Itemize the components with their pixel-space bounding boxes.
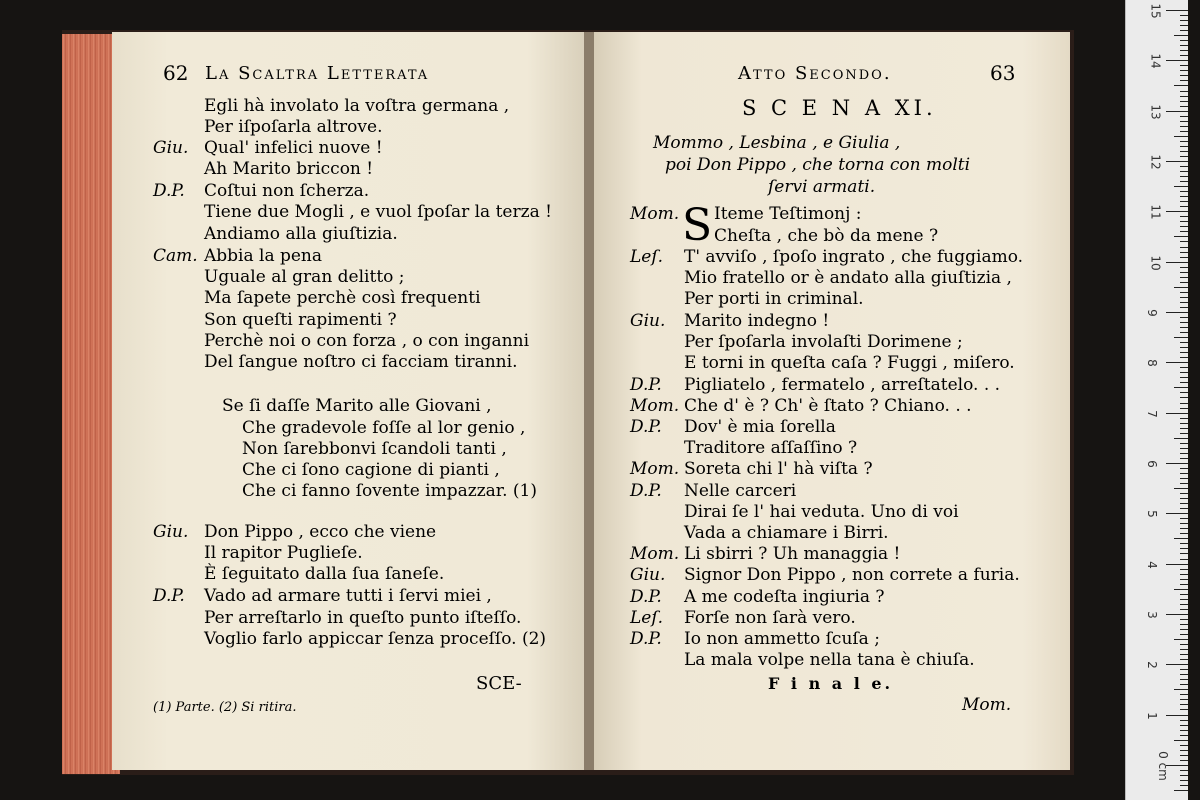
ruler-tick [1180,498,1188,499]
ruler-tick [1180,704,1188,705]
ruler-label: 6 [1144,460,1159,468]
ruler-label: 1 [1144,711,1159,720]
ruler-tick [1180,634,1188,635]
aria-line: Che ci fanno ſovente impazzar. (1) [242,481,537,501]
ruler-tick [1180,106,1188,107]
aria-line: Che gradevole foſſe al lor genio , [242,418,526,438]
verse-line: Per iſpoſarla altrove. [204,117,383,137]
ruler-tick [1180,241,1188,242]
ruler-tick [1180,282,1188,283]
ruler-tick [1180,392,1188,393]
ruler-tick [1166,211,1188,212]
ruler-tick [1180,443,1188,444]
ruler-tick [1180,654,1188,655]
verse-line: Iteme Teſtimonj : [714,204,862,224]
ruler-tick [1166,60,1188,61]
ruler-tick [1180,508,1188,509]
ruler-tick [1180,397,1188,398]
ruler-tick [1180,468,1188,469]
ruler-tick [1180,785,1188,786]
ruler-tick [1180,574,1188,575]
ruler-tick [1174,186,1188,187]
ruler-tick [1180,543,1188,544]
ruler-tick [1180,428,1188,429]
speaker-label: Giu. [630,565,666,585]
ruler-tick [1166,362,1188,363]
scene-title: S C E N A XI. [742,96,937,120]
ruler-tick [1180,604,1188,605]
ruler-tick [1180,317,1188,318]
ruler-tick [1180,171,1188,172]
left-page-number: 62 [163,61,189,85]
ruler-tick [1180,699,1188,700]
right-running-title: Atto Secondo. [738,63,892,84]
ruler-tick [1180,503,1188,504]
ruler-tick [1180,201,1188,202]
verse-line: Don Pippo , ecco che viene [204,522,437,542]
ruler-tick [1180,730,1188,731]
ruler-label: 9 [1144,309,1159,317]
ruler-tick [1180,55,1188,56]
verse-line: Voglio farlo appiccar ſenza proceſſo. (2) [204,629,547,649]
ruler-tick [1180,453,1188,454]
ruler-tick [1180,458,1188,459]
verse-line: Ma ſapete perchè così frequenti [204,288,481,308]
ruler-tick [1180,302,1188,303]
speaker-label: Cam. [153,246,198,266]
verse-line: Il rapitor Puglieſe. [204,543,363,563]
ruler-tick [1166,715,1188,716]
ruler-tick [1174,538,1188,539]
aria-line: Non ſarebbonvi ſcandoli tanti , [242,439,507,459]
ruler-tick [1174,236,1188,237]
ruler-tick [1180,750,1188,751]
left-running-title: La Scaltra Letterata [205,63,430,84]
verse-line: Perchè noi o con forza , o con inganni [204,331,530,351]
ruler-tick [1180,609,1188,610]
ruler-tick [1180,292,1188,293]
ruler-tick [1180,322,1188,323]
ruler-tick [1180,297,1188,298]
ruler-tick [1180,684,1188,685]
ruler-tick [1166,10,1188,11]
ruler-tick [1180,473,1188,474]
ruler-tick [1180,679,1188,680]
speaker-label: Mom. [630,544,680,564]
ruler-tick [1180,221,1188,222]
ruler-tick [1174,689,1188,690]
ruler-tick [1166,111,1188,112]
ruler-tick [1180,352,1188,353]
ruler-tick [1180,619,1188,620]
ruler-label: 5 [1144,510,1159,519]
ruler-tick [1174,488,1188,489]
left-footnote: (1) Parte. (2) Si ritira. [153,700,297,715]
ruler-tick [1180,735,1188,736]
ruler-tick [1180,483,1188,484]
ruler-tick [1180,181,1188,182]
ruler-tick [1180,408,1188,409]
ruler-tick [1166,262,1188,263]
speaker-label: Mom. [630,204,680,224]
speaker-label: D.P. [630,587,662,607]
ruler-tick [1174,639,1188,640]
verse-line: Signor Don Pippo , non correte a furia. [684,565,1020,585]
ruler-tick [1180,332,1188,333]
ruler-tick [1180,780,1188,781]
ruler-tick [1180,327,1188,328]
verse-line: Li sbirri ? Uh managgia ! [684,544,901,564]
ruler-tick [1180,493,1188,494]
cast-line-2: poi Don Pippo , che torna con molti [665,155,971,175]
drop-cap: S [682,200,713,251]
verse-line: La mala volpe nella tana è chiuſa. [684,650,975,670]
ruler-tick [1180,231,1188,232]
ruler-tick [1180,40,1188,41]
ruler-tick [1180,418,1188,419]
ruler-tick [1180,101,1188,102]
ruler-tick [1180,166,1188,167]
ruler-tick [1180,433,1188,434]
verse-line: Del ſangue noſtro ci facciam tiranni. [204,352,518,372]
verse-line: Tiene due Mogli , e vuol ſpoſar la terza ! [204,202,552,222]
ruler-tick [1180,156,1188,157]
ruler-tick [1180,131,1188,132]
ruler-tick [1180,629,1188,630]
ruler-tick [1180,548,1188,549]
ruler-tick [1180,659,1188,660]
ruler-tick [1174,438,1188,439]
ruler-tick [1180,423,1188,424]
ruler-tick [1180,669,1188,670]
ruler-tick [1174,740,1188,741]
ruler-tick [1180,745,1188,746]
ruler-tick [1180,70,1188,71]
ruler-label: 14 [1148,53,1163,69]
ruler-tick [1180,569,1188,570]
verse-line: Che d' è ? Ch' è ſtato ? Chiano. . . [684,396,972,416]
ruler-tick [1174,85,1188,86]
speaker-label: D.P. [630,629,662,649]
verse-line: Forſe non ſarà vero. [684,608,856,628]
ruler-tick [1180,709,1188,710]
verse-line: Per arreſtarlo in queſto punto iſteſſo. [204,608,522,628]
ruler-tick [1180,674,1188,675]
ruler-tick [1180,478,1188,479]
ruler-label: 10 [1148,254,1163,271]
ruler-tick [1180,267,1188,268]
ruler-tick [1180,196,1188,197]
ruler-tick [1180,770,1188,771]
ruler-label: 2 [1144,661,1159,670]
cast-line-1: Mommo , Lesbina , e Giulia , [653,133,901,153]
verse-line: È ſeguitato dalla ſua ſaneſe. [204,564,445,584]
verse-line: Andiamo alla giuſtizia. [204,224,398,244]
ruler-tick [1174,287,1188,288]
speaker-label: D.P. [153,586,185,606]
ruler-tick [1180,377,1188,378]
verse-line: Traditore aſſaſſino ? [684,438,858,458]
ruler-tick [1180,121,1188,122]
ruler-tick [1180,553,1188,554]
ruler-label: 7 [1144,409,1159,418]
ruler-label: 13 [1148,104,1163,120]
ruler-label: 15 [1148,3,1163,19]
ruler-tick [1180,96,1188,97]
ruler-label: 4 [1144,560,1159,569]
verse-line: Soreta chi l' hà viſta ? [684,459,873,479]
book-gutter [584,32,594,770]
ruler-label: 12 [1148,154,1163,170]
ruler-tick [1180,20,1188,21]
ruler-tick [1166,664,1188,665]
ruler-tick [1180,448,1188,449]
ruler-tick [1180,755,1188,756]
ruler-tick [1166,513,1188,514]
ruler-tick [1180,141,1188,142]
ruler-tick [1180,146,1188,147]
ruler-tick [1180,176,1188,177]
ruler-tick [1180,45,1188,46]
right-page-number: 63 [990,61,1016,85]
ruler-tick [1174,35,1188,36]
ruler-tick [1174,589,1188,590]
ruler-tick [1180,403,1188,404]
ruler-label: 8 [1144,359,1159,368]
finale-heading: F i n a l e. [768,674,894,693]
ruler-tick [1166,463,1188,464]
ruler-label: 3 [1144,611,1159,619]
speaker-label: D.P. [630,375,662,395]
ruler-tick [1180,624,1188,625]
cast-line-3: ſervi armati. [768,177,876,197]
verse-line: Vado ad armare tutti i ſervi miei , [204,586,492,606]
verse-line: Per ſpoſarla involaſti Dorimene ; [684,332,963,352]
ruler-tick [1180,694,1188,695]
verse-line: T' avviſo , ſpoſo ingrato , che fuggiamo. [684,247,1024,267]
verse-line: Nelle carceri [684,481,797,501]
ruler-label: 0 cm [1155,750,1170,781]
speaker-label: Leſ. [630,247,664,267]
verse-line: Dirai ſe l' hai veduta. Uno di voi [684,502,959,522]
ruler-tick [1180,151,1188,152]
ruler-tick [1180,533,1188,534]
ruler-tick [1180,347,1188,348]
ruler-tick [1180,518,1188,519]
verse-line: Io non ammetto ſcuſa ; [684,629,880,649]
ruler-tick [1180,579,1188,580]
ruler-tick [1180,725,1188,726]
ruler-tick [1180,80,1188,81]
verse-line: Egli hà involato la voſtra germana , [204,96,510,116]
ruler-tick [1180,191,1188,192]
ruler-label: 11 [1148,204,1163,220]
ruler-tick [1180,116,1188,117]
ruler-tick [1180,272,1188,273]
ruler-tick [1180,307,1188,308]
ruler-tick [1180,644,1188,645]
ruler-tick [1174,387,1188,388]
ruler-tick [1180,25,1188,26]
ruler-tick [1180,216,1188,217]
ruler-tick [1180,775,1188,776]
verse-line: A me codeſta ingiuria ? [684,587,885,607]
ruler-tick [1180,357,1188,358]
ruler-tick [1180,257,1188,258]
ruler-tick [1180,277,1188,278]
ruler-tick [1166,413,1188,414]
ruler-tick [1174,136,1188,137]
ruler-tick [1180,247,1188,248]
ruler-tick [1180,372,1188,373]
ruler-tick [1180,760,1188,761]
verse-line: Cheſta , che bò da mene ? [714,226,939,246]
ruler-tick [1180,252,1188,253]
ruler-tick [1166,564,1188,565]
speaker-label: Giu. [153,522,189,542]
ruler-tick [1180,382,1188,383]
ruler-tick [1180,30,1188,31]
aria-line: Se ſi daſſe Marito alle Giovani , [222,396,492,416]
speaker-label: D.P. [630,417,662,437]
verse-line: Ah Marito briccon ! [204,159,374,179]
ruler-tick [1180,584,1188,585]
speaker-label: Mom. [630,459,680,479]
verse-line: Dov' è mia ſorella [684,417,836,437]
speaker-label: Giu. [153,138,189,158]
ruler-tick [1174,790,1188,791]
ruler-tick [1180,599,1188,600]
verse-line: Son queſti rapimenti ? [204,310,397,330]
verse-line: Pigliatelo , fermatelo , arreſtatelo. . . [684,375,1001,395]
right-catchword: Mom. [962,695,1012,715]
verse-line: Per porti in criminal. [684,289,864,309]
ruler-tick [1180,126,1188,127]
verse-line: Coſtui non ſcherza. [204,181,370,201]
verse-line: Marito indegno ! [684,311,830,331]
ruler-tick [1180,75,1188,76]
ruler-tick [1180,594,1188,595]
verse-line: E torni in queſta caſa ? Fuggi , miſero. [684,353,1015,373]
ruler-tick [1180,523,1188,524]
verse-line: Abbia la pena [204,246,323,266]
verse-line: Uguale al gran delitto ; [204,267,405,287]
ruler-tick [1166,161,1188,162]
ruler-tick [1180,226,1188,227]
ruler-tick [1180,528,1188,529]
ruler-tick [1180,206,1188,207]
speaker-label: D.P. [153,181,185,201]
ruler-tick [1180,720,1188,721]
ruler-tick [1180,50,1188,51]
verse-line: Vada a chiamare i Birri. [684,523,889,543]
ruler-tick [1180,559,1188,560]
speaker-label: Mom. [630,396,680,416]
ruler-tick [1180,15,1188,16]
left-catchword: SCE- [476,673,522,694]
ruler-tick [1180,91,1188,92]
ruler-tick [1180,342,1188,343]
speaker-label: Giu. [630,311,666,331]
speaker-label: D.P. [630,481,662,501]
ruler-tick [1166,614,1188,615]
verse-line: Qual' infelici nuove ! [204,138,383,158]
measurement-ruler [1125,0,1188,800]
ruler-tick [1166,312,1188,313]
ruler-tick [1180,367,1188,368]
aria-line: Che ci ſono cagione di pianti , [242,460,500,480]
ruler-tick [1180,649,1188,650]
ruler-tick [1174,337,1188,338]
speaker-label: Leſ. [630,608,664,628]
verse-line: Mio fratello or è andato alla giuſtizia , [684,268,1012,288]
ruler-tick [1180,65,1188,66]
